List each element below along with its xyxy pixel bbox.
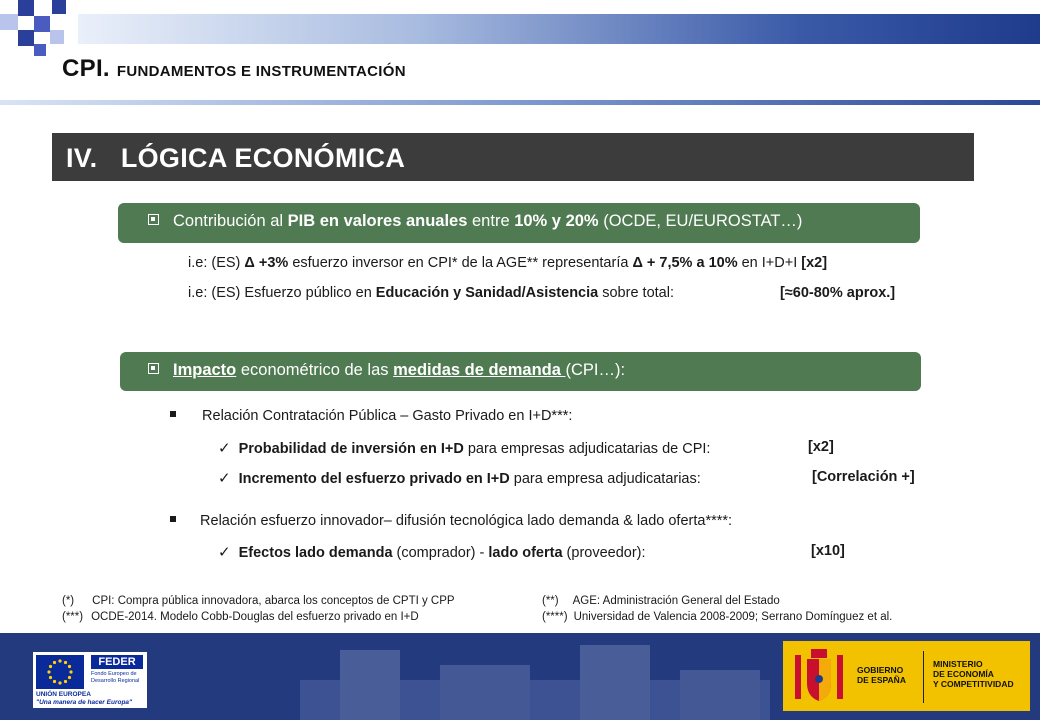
- example-line-1: i.e: (ES) Δ +3% esfuerzo inversor en CPI* de la AGE** representaría Δ + 7,5% a 10% en I+D+I [x2]: [188, 255, 828, 271]
- eu-label: UNIÓN EUROPEA: [36, 691, 91, 698]
- government-ministry-logo: [783, 641, 1030, 711]
- checkbox-bullet-icon: [148, 214, 159, 225]
- feder-subtitle: Fondo Europeo de Desarrollo Regional: [91, 671, 140, 684]
- eu-flag-icon: [36, 655, 84, 689]
- checkbox-bullet-icon: [148, 363, 159, 374]
- check-item-investment-probability: ✓ Probabilidad de inversión en I+D para empresas adjudicatarias de CPI:: [218, 440, 711, 457]
- check-item-demand-supply-effects: ✓ Efectos lado demanda (comprador) - lado oferta (proveedor):: [218, 544, 646, 561]
- logo-divider: [923, 651, 924, 703]
- title-divider: [0, 100, 1040, 105]
- gobierno-label: GOBIERNO DE ESPAÑA: [857, 665, 906, 685]
- page-title: CPI. FUNDAMENTOS E INSTRUMENTACIÓN: [62, 55, 406, 82]
- header-bar: [78, 14, 1040, 44]
- example-line-2-value: [≈60-80% aprox.]: [780, 285, 896, 301]
- footnote-valencia: (****) Universidad de Valencia 2008-2009; Serrano Domínguez et al.: [542, 611, 893, 623]
- footnote-ocde: (***) OCDE-2014. Modelo Cobb-Douglas del esfuerzo privado en I+D: [62, 611, 419, 623]
- eu-motto: "Una manera de hacer Europa": [36, 699, 133, 706]
- example-line-2: i.e: (ES) Esfuerzo público en Educación y Sanidad/Asistencia sobre total:: [188, 285, 674, 301]
- square-bullet-icon: [170, 516, 176, 522]
- footer-building-image: [300, 640, 770, 720]
- check-item-private-effort-value: [Correlación +]: [812, 469, 915, 485]
- relation-innovation-diffusion: Relación esfuerzo innovador– difusión tecnológica lado demanda & lado oferta****:: [170, 513, 732, 529]
- checkmark-icon: ✓: [218, 440, 231, 457]
- feder-label: FEDER: [91, 655, 143, 669]
- square-bullet-icon: [170, 411, 176, 417]
- spain-coat-of-arms-icon: [789, 645, 849, 707]
- header-decoration: [0, 0, 80, 60]
- ministerio-label: MINISTERIO DE ECONOMÍA Y COMPETITIVIDAD: [933, 659, 1014, 689]
- check-item-private-effort: ✓ Incremento del esfuerzo privado en I+D para empresa adjudicatarias:: [218, 470, 701, 487]
- econometric-impact-text: Impacto econométrico de las medidas de demanda (CPI…):: [148, 361, 625, 380]
- relation-public-procurement: Relación Contratación Pública – Gasto Privado en I+D***:: [170, 408, 572, 424]
- section-title: IV. LÓGICA ECONÓMICA: [66, 143, 406, 173]
- checkmark-icon: ✓: [218, 544, 231, 561]
- feder-eu-logo: [33, 652, 147, 708]
- check-item-investment-probability-value: [x2]: [808, 439, 834, 455]
- footnote-cpi: (*) CPI: Compra pública innovadora, abarca los conceptos de CPTI y CPP: [62, 595, 455, 607]
- footnote-age: (**) AGE: Administración General del Estado: [542, 595, 780, 607]
- pib-contribution-text: Contribución al PIB en valores anuales entre 10% y 20% (OCDE, EU/EUROSTAT…): [148, 212, 802, 231]
- check-item-demand-supply-value: [x10]: [811, 543, 845, 559]
- checkmark-icon: ✓: [218, 470, 231, 487]
